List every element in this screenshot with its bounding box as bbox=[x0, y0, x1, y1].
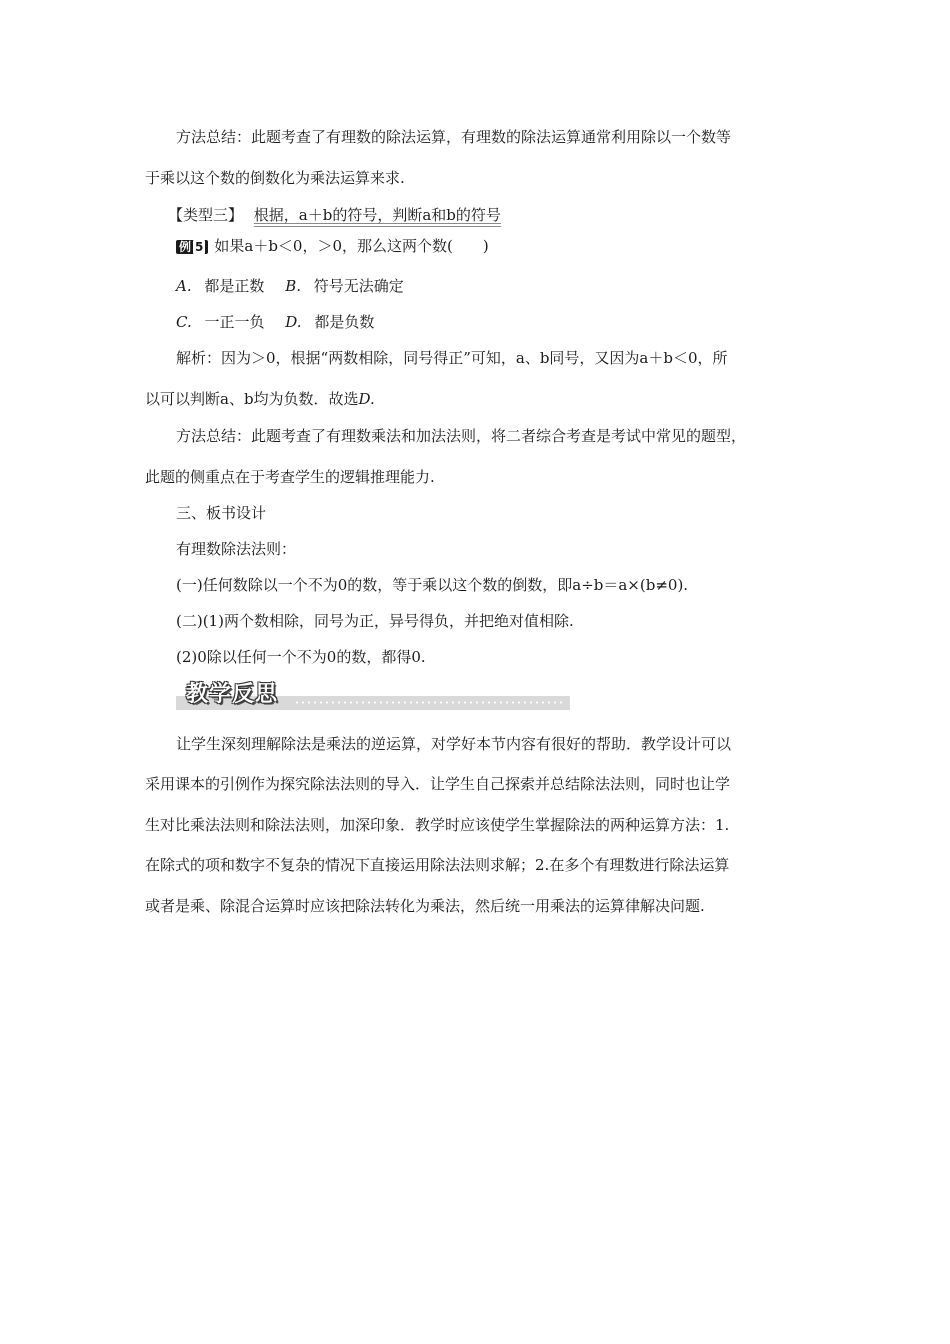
banner-dots bbox=[294, 701, 564, 704]
example-badge: 例 5 bbox=[176, 240, 208, 254]
option-b-letter: B. bbox=[285, 277, 301, 295]
type3-heading bbox=[168, 205, 848, 225]
board-design-heading: 三、板书设计 bbox=[176, 504, 267, 522]
division-rule-3: (2)0除以任何一个不为0的数，都得0. bbox=[176, 648, 426, 666]
analysis-line-2 bbox=[145, 389, 825, 409]
reflection-line-4: 在除式的项和数字不复杂的情况下直接运用除法法则求解；2.在多个有理数进行除法运算 bbox=[145, 856, 730, 874]
division-rule-title: 有理数除法法则： bbox=[176, 540, 297, 558]
options-row-cd bbox=[176, 312, 856, 332]
option-a-letter: A. bbox=[176, 277, 192, 295]
analysis-answer: D. bbox=[358, 390, 375, 408]
banner-title: 教学反思 bbox=[186, 682, 279, 707]
method-summary-2-line-1: 方法总结：此题考查了有理数乘法和加法法则，将二者综合考查是考试中常见的题型， bbox=[176, 427, 747, 445]
option-c-text: 一正一负 bbox=[204, 313, 265, 331]
method-summary-2-line-2: 此题的侧重点在于考查学生的逻辑推理能力. bbox=[145, 468, 435, 486]
option-b-text: 符号无法确定 bbox=[313, 277, 404, 295]
reflection-line-2: 采用课本的引例作为探究除法法则的导入．让学生自己探索并总结除法法则，同时也让学 bbox=[145, 775, 731, 793]
method-summary-line-2: 于乘以这个数的倒数化为乘法运算来求. bbox=[145, 169, 405, 187]
analysis-line-1: 解析：因为＞0，根据“两数相除，同号得正”可知，a、b同号，又因为a＋b＜0，所 bbox=[176, 349, 728, 367]
reflection-line-1: 让学生深刻理解除法是乘法的逆运算，对学好本节内容有很好的帮助．教学设计可以 bbox=[176, 735, 732, 753]
division-rule-1: (一)任何数除以一个不为0的数，等于乘以这个数的倒数，即a÷b＝a×(b≠0). bbox=[176, 576, 689, 594]
option-a-text: 都是正数 bbox=[204, 277, 265, 295]
method-summary-line-1: 方法总结：此题考查了有理数的除法运算，有理数的除法运算通常利用除以一个数等 bbox=[176, 128, 732, 146]
example-5-question-line bbox=[176, 236, 856, 256]
analysis-line-2-text: 以可以判断a、b均为负数．故选 bbox=[145, 390, 359, 408]
type3-bracket: 【类型三】 bbox=[168, 206, 244, 224]
division-rule-2: (二)(1)两个数相除，同号为正，异号得负，并把绝对值相除. bbox=[176, 612, 574, 630]
example-question: 如果a＋b＜0，＞0，那么这两个数( ) bbox=[214, 237, 489, 255]
teaching-reflection-banner bbox=[176, 680, 570, 710]
options-row-ab bbox=[176, 276, 856, 296]
option-c-letter: C. bbox=[176, 313, 192, 331]
type3-title: 根据，a＋b的符号，判断a和b的符号 bbox=[253, 206, 501, 224]
option-d-letter: D. bbox=[285, 313, 302, 331]
option-d-text: 都是负数 bbox=[314, 313, 375, 331]
reflection-line-5: 或者是乘、除混合运算时应该把除法转化为乘法，然后统一用乘法的运算律解决问题. bbox=[145, 897, 705, 915]
reflection-line-3: 生对比乘法法则和除法法则，加深印象．教学时应该使学生掌握除法的两种运算方法：1. bbox=[145, 816, 730, 834]
